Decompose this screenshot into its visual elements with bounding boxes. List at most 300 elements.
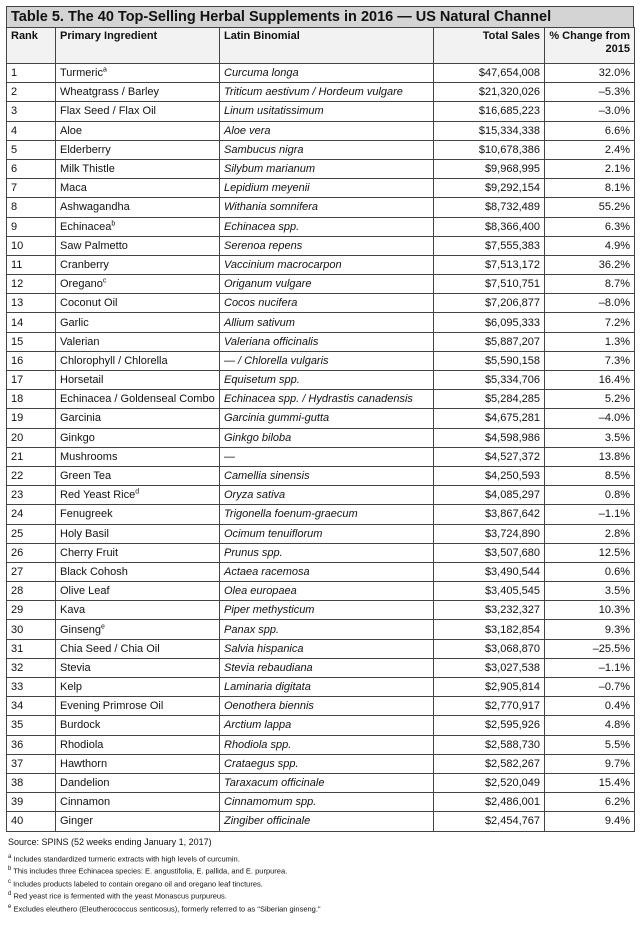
percent-change-cell: 9.4% [545,812,635,831]
percent-change-cell: 9.7% [545,754,635,773]
rank-cell: 17 [7,371,56,390]
latin-binomial-cell: Rhodiola spp. [220,735,434,754]
percent-change-cell: 13.8% [545,447,635,466]
ingredient-name: Black Cohosh [60,565,128,578]
latin-binomial-cell: Linum usitatissimum [220,102,434,121]
ingredient-name: Red Yeast Rice [60,489,136,502]
ingredient-cell [56,582,220,601]
ingredient-name: Holy Basil [60,527,109,540]
percent-change-cell: 55.2% [545,198,635,217]
ingredient-name: Maca [60,182,87,195]
total-sales-cell: $2,595,926 [434,716,545,735]
ingredient-cell [56,294,220,313]
source-note: Source: SPINS (52 weeks ending January 1, 2017) [8,836,212,847]
latin-binomial-cell: Oryza sativa [220,486,434,505]
ingredient-name: Wheatgrass / Barley [60,86,160,99]
latin-binomial-cell: Ginkgo biloba [220,428,434,447]
footnote-mark: e [8,903,12,910]
table-row [7,179,635,198]
percent-change-cell: 36.2% [545,255,635,274]
ingredient-name: Oregano [60,278,103,291]
rank-cell: 18 [7,390,56,409]
latin-binomial-cell: Cinnamomum spp. [220,793,434,812]
percent-change-cell: 0.6% [545,562,635,581]
table-row [7,716,635,735]
ingredient-name: Fenugreek [60,508,113,521]
ingredient-name: Burdock [60,719,101,732]
table-row [7,313,635,332]
ingredient-cell [56,793,220,812]
latin-binomial-cell: Cocos nucifera [220,294,434,313]
footnote-mark: d [8,891,12,897]
total-sales-cell: $3,182,854 [434,620,545,639]
ingredient-name: Green Tea [60,470,112,483]
total-sales-cell: $4,675,281 [434,409,545,428]
latin-binomial-cell: Withania somnifera [220,198,434,217]
table-row [7,793,635,812]
total-sales-cell: $7,206,877 [434,294,545,313]
table-row [7,140,635,159]
table-row [7,217,635,236]
footnote [8,889,634,902]
latin-binomial-cell: Piper methysticum [220,601,434,620]
table-row [7,658,635,677]
header-rank: Rank [7,28,56,64]
rank-cell: 36 [7,735,56,754]
table-row [7,601,635,620]
table-row [7,678,635,697]
ingredient-name: Ginseng [60,623,101,636]
percent-change-cell: 6.2% [545,793,635,812]
latin-binomial-cell: Allium sativum [220,313,434,332]
rank-cell: 6 [7,159,56,178]
total-sales-cell: $9,968,995 [434,159,545,178]
table-row [7,236,635,255]
latin-binomial-cell: Origanum vulgare [220,275,434,294]
ingredient-cell [56,562,220,581]
latin-binomial-cell: Echinacea spp. / Hydrastis canadensis [220,390,434,409]
total-sales-cell: $47,654,008 [434,64,545,83]
table-row [7,543,635,562]
table-row [7,102,635,121]
ingredient-name: Ashwagandha [60,201,130,214]
latin-binomial-cell: Silybum marianum [220,159,434,178]
rank-cell: 2 [7,83,56,102]
ingredient-cell [56,236,220,255]
percent-change-cell: 7.3% [545,351,635,370]
percent-change-cell: 4.9% [545,236,635,255]
footnote-text: Includes products labeled to contain oregano oil and oregano leaf tinctures. [13,879,263,888]
total-sales-cell: $5,284,285 [434,390,545,409]
table-row [7,620,635,639]
percent-change-cell: 3.5% [545,428,635,447]
rank-cell: 4 [7,121,56,140]
latin-binomial-cell: Triticum aestivum / Hordeum vulgare [220,83,434,102]
table-row [7,428,635,447]
footnote-text: Excludes eleuthero (Eleutherococcus senticosus), formerly referred to as "Siberian ginseng." [13,904,321,913]
rank-cell: 20 [7,428,56,447]
table-row [7,447,635,466]
table-row [7,159,635,178]
percent-change-cell: 2.8% [545,524,635,543]
table-row [7,524,635,543]
total-sales-cell: $2,905,814 [434,678,545,697]
ingredient-name: Cranberry [60,258,109,271]
rank-cell: 29 [7,601,56,620]
latin-binomial-cell: Oenothera biennis [220,697,434,716]
table-body [7,64,635,832]
percent-change-cell: 0.8% [545,486,635,505]
table-header-row [7,28,635,64]
ingredient-name: Aloe [60,124,83,137]
percent-change-cell: 3.5% [545,582,635,601]
ingredient-name: Garcinia [60,412,101,425]
footnote-marker: c [102,277,107,285]
total-sales-cell: $3,507,680 [434,543,545,562]
total-sales-cell: $3,867,642 [434,505,545,524]
footnote-marker: d [135,488,140,496]
ingredient-cell [56,332,220,351]
footnote-text: Includes standardized turmeric extracts with high levels of curcumin. [13,854,240,863]
rank-cell: 38 [7,773,56,792]
table-row [7,505,635,524]
total-sales-cell: $4,598,986 [434,428,545,447]
latin-binomial-cell: Laminaria digitata [220,678,434,697]
latin-binomial-cell: Lepidium meyenii [220,179,434,198]
latin-binomial-cell: Garcinia gummi-gutta [220,409,434,428]
table-document [6,6,634,914]
total-sales-cell: $16,685,223 [434,102,545,121]
rank-cell: 19 [7,409,56,428]
ingredient-cell [56,678,220,697]
footnote-text: This includes three Echinacea species: E. angustifolia, E. pallida, and E. purpurea. [13,866,288,876]
latin-binomial-cell: Vaccinium macrocarpon [220,255,434,274]
percent-change-cell: 5.2% [545,390,635,409]
header-percent-change [545,28,635,64]
ingredient-cell [56,735,220,754]
rank-cell: 34 [7,697,56,716]
total-sales-cell: $2,486,001 [434,793,545,812]
table-row [7,735,635,754]
header-total-sales: Total Sales [434,28,545,64]
ingredient-name: Flax Seed / Flax Oil [60,105,156,118]
footnote [8,864,634,877]
ingredient-name: Cinnamon [60,796,111,809]
ingredient-name: Rhodiola [60,738,104,751]
ingredient-cell [56,351,220,370]
ingredient-name: Chia Seed / Chia Oil [60,642,160,655]
total-sales-cell: $5,590,158 [434,351,545,370]
percent-change-cell: 7.2% [545,313,635,332]
ingredient-cell [56,754,220,773]
rank-cell: 15 [7,332,56,351]
ingredient-cell [56,716,220,735]
ingredient-cell [56,543,220,562]
footnote-mark: b [8,866,12,872]
percent-change-cell: 15.4% [545,773,635,792]
total-sales-cell: $8,732,489 [434,198,545,217]
total-sales-cell: $7,513,172 [434,255,545,274]
ingredient-name: Chlorophyll / Chlorella [60,354,168,367]
ingredient-cell [56,64,220,83]
latin-binomial-cell: Arctium lappa [220,716,434,735]
percent-change-cell: 10.3% [545,601,635,620]
percent-change-cell: 16.4% [545,371,635,390]
latin-binomial-cell: Taraxacum officinale [220,773,434,792]
total-sales-cell: $5,887,207 [434,332,545,351]
total-sales-cell: $21,320,026 [434,83,545,102]
ingredient-cell [56,179,220,198]
rank-cell: 13 [7,294,56,313]
table-row [7,773,635,792]
ingredient-cell [56,371,220,390]
rank-cell: 24 [7,505,56,524]
total-sales-cell: $4,527,372 [434,447,545,466]
percent-change-cell: 0.4% [545,697,635,716]
ingredient-cell [56,812,220,831]
ingredient-cell [56,697,220,716]
table-row [7,466,635,485]
total-sales-cell: $3,490,544 [434,562,545,581]
footnotes [6,852,634,915]
total-sales-cell: $4,250,593 [434,466,545,485]
ingredient-cell [56,409,220,428]
ingredient-name: Valerian [60,335,100,348]
table-row [7,639,635,658]
percent-change-cell: –3.0% [545,102,635,121]
footnote [8,877,634,890]
ingredient-name: Ginkgo [60,431,95,444]
ingredient-cell [56,620,220,639]
rank-cell: 5 [7,140,56,159]
total-sales-cell: $3,232,327 [434,601,545,620]
header-latin-binomial: Latin Binomial [220,28,434,64]
ingredient-cell [56,466,220,485]
ingredient-name: Saw Palmetto [60,239,128,252]
latin-binomial-cell: Ocimum tenuiflorum [220,524,434,543]
ingredient-cell [56,83,220,102]
table-row [7,275,635,294]
ingredient-name: Horsetail [60,374,104,387]
percent-change-cell: 4.8% [545,716,635,735]
table-title: Table 5. The 40 Top-Selling Herbal Supplements in 2016 — US Natural Channel [6,6,634,27]
table-row [7,812,635,831]
percent-change-cell: 1.3% [545,332,635,351]
rank-cell: 28 [7,582,56,601]
latin-binomial-cell: Equisetum spp. [220,371,434,390]
total-sales-cell: $8,366,400 [434,217,545,236]
table-row [7,697,635,716]
rank-cell: 37 [7,754,56,773]
ingredient-name: Echinacea [60,220,112,233]
latin-binomial-cell: Echinacea spp. [220,217,434,236]
table-row [7,294,635,313]
ingredient-cell [56,159,220,178]
ingredient-name: Hawthorn [60,757,108,770]
percent-change-cell: 6.6% [545,121,635,140]
percent-change-cell: –4.0% [545,409,635,428]
latin-binomial-cell: Stevia rebaudiana [220,658,434,677]
ingredient-cell [56,601,220,620]
ingredient-cell [56,773,220,792]
percent-change-cell: –5.3% [545,83,635,102]
ingredient-cell [56,658,220,677]
total-sales-cell: $6,095,333 [434,313,545,332]
total-sales-cell: $2,454,767 [434,812,545,831]
percent-change-cell: 32.0% [545,64,635,83]
footnote-marker: e [100,622,105,630]
total-sales-cell: $2,582,267 [434,754,545,773]
percent-change-cell: 8.7% [545,275,635,294]
rank-cell: 23 [7,486,56,505]
ingredient-cell [56,390,220,409]
ingredient-name: Cherry Fruit [60,546,119,559]
rank-cell: 14 [7,313,56,332]
total-sales-cell: $2,520,049 [434,773,545,792]
total-sales-cell: $3,068,870 [434,639,545,658]
latin-binomial-cell: Crataegus spp. [220,754,434,773]
ingredient-cell [56,428,220,447]
table-row [7,64,635,83]
latin-binomial-cell: Panax spp. [220,620,434,639]
supplements-table [6,27,635,832]
total-sales-cell: $3,405,545 [434,582,545,601]
rank-cell: 40 [7,812,56,831]
percent-change-cell: 8.5% [545,466,635,485]
footnote-mark: c [8,878,11,885]
table-row [7,754,635,773]
latin-binomial-cell: Actaea racemosa [220,562,434,581]
rank-cell: 3 [7,102,56,121]
table-row [7,562,635,581]
table-row [7,582,635,601]
ingredient-cell [56,313,220,332]
footnote-text: Red yeast rice is fermented with the yeast Monascus purpureus. [13,891,227,901]
table-row [7,390,635,409]
total-sales-cell: $2,770,917 [434,697,545,716]
table-row [7,486,635,505]
ingredient-cell [56,255,220,274]
percent-change-cell: 6.3% [545,217,635,236]
percent-change-cell: 5.5% [545,735,635,754]
table-row [7,332,635,351]
header-primary-ingredient: Primary Ingredient [56,28,220,64]
rank-cell: 7 [7,179,56,198]
total-sales-cell: $15,334,338 [434,121,545,140]
rank-cell: 26 [7,543,56,562]
ingredient-name: Milk Thistle [60,163,115,176]
ingredient-name: Elderberry [60,143,111,156]
rank-cell: 35 [7,716,56,735]
rank-cell: 39 [7,793,56,812]
latin-binomial-cell: — [220,447,434,466]
table-row [7,371,635,390]
rank-cell: 10 [7,236,56,255]
total-sales-cell: $7,510,751 [434,275,545,294]
percent-change-cell: 9.3% [545,620,635,639]
percent-change-cell: –1.1% [545,658,635,677]
latin-binomial-cell: Olea europaea [220,582,434,601]
rank-cell: 27 [7,562,56,581]
rank-cell: 30 [7,620,56,639]
latin-binomial-cell: Aloe vera [220,121,434,140]
ingredient-cell [56,140,220,159]
ingredient-name: Stevia [60,661,91,674]
rank-cell: 22 [7,466,56,485]
ingredient-name: Coconut Oil [60,297,118,310]
rank-cell: 1 [7,64,56,83]
rank-cell: 21 [7,447,56,466]
ingredient-cell [56,102,220,121]
rank-cell: 16 [7,351,56,370]
percent-change-cell: –0.7% [545,678,635,697]
latin-binomial-cell: Salvia hispanica [220,639,434,658]
ingredient-name: Kava [60,604,86,617]
ingredient-name: Echinacea / Goldenseal Combo [60,393,215,406]
latin-binomial-cell: — / Chlorella vulgaris [220,351,434,370]
ingredient-cell [56,217,220,236]
percent-change-cell: 2.1% [545,159,635,178]
table-row [7,255,635,274]
latin-binomial-cell: Zingiber officinale [220,812,434,831]
ingredient-cell [56,447,220,466]
ingredient-cell [56,639,220,658]
latin-binomial-cell: Serenoa repens [220,236,434,255]
percent-change-cell: 2.4% [545,140,635,159]
table-row [7,83,635,102]
latin-binomial-cell: Valeriana officinalis [220,332,434,351]
total-sales-cell: $9,292,154 [434,179,545,198]
table-row [7,409,635,428]
ingredient-cell [56,198,220,217]
latin-binomial-cell: Camellia sinensis [220,466,434,485]
ingredient-name: Olive Leaf [60,585,110,598]
latin-binomial-cell: Sambucus nigra [220,140,434,159]
total-sales-cell: $2,588,730 [434,735,545,754]
ingredient-cell [56,275,220,294]
rank-cell: 9 [7,217,56,236]
ingredient-name: Mushrooms [60,450,118,463]
percent-change-cell: 12.5% [545,543,635,562]
total-sales-cell: $3,724,890 [434,524,545,543]
rank-cell: 31 [7,639,56,658]
footnote-marker: a [102,66,107,74]
header-percent-change-label: % Change from 2015 [549,30,630,55]
percent-change-cell: –1.1% [545,505,635,524]
footnote-mark: a [8,853,12,860]
rank-cell: 25 [7,524,56,543]
percent-change-cell: 8.1% [545,179,635,198]
ingredient-name: Garlic [60,316,89,329]
ingredient-cell [56,505,220,524]
table-row [7,198,635,217]
total-sales-cell: $10,678,386 [434,140,545,159]
table-row [7,351,635,370]
total-sales-cell: $3,027,538 [434,658,545,677]
footnote [8,852,634,865]
ingredient-name: Evening Primrose Oil [60,700,164,713]
latin-binomial-cell: Curcuma longa [220,64,434,83]
percent-change-cell: –8.0% [545,294,635,313]
latin-binomial-cell: Trigonella foenum-graecum [220,505,434,524]
latin-binomial-cell: Prunus spp. [220,543,434,562]
ingredient-name: Ginger [60,815,94,828]
total-sales-cell: $7,555,383 [434,236,545,255]
total-sales-cell: $5,334,706 [434,371,545,390]
rank-cell: 8 [7,198,56,217]
rank-cell: 32 [7,658,56,677]
ingredient-cell [56,524,220,543]
